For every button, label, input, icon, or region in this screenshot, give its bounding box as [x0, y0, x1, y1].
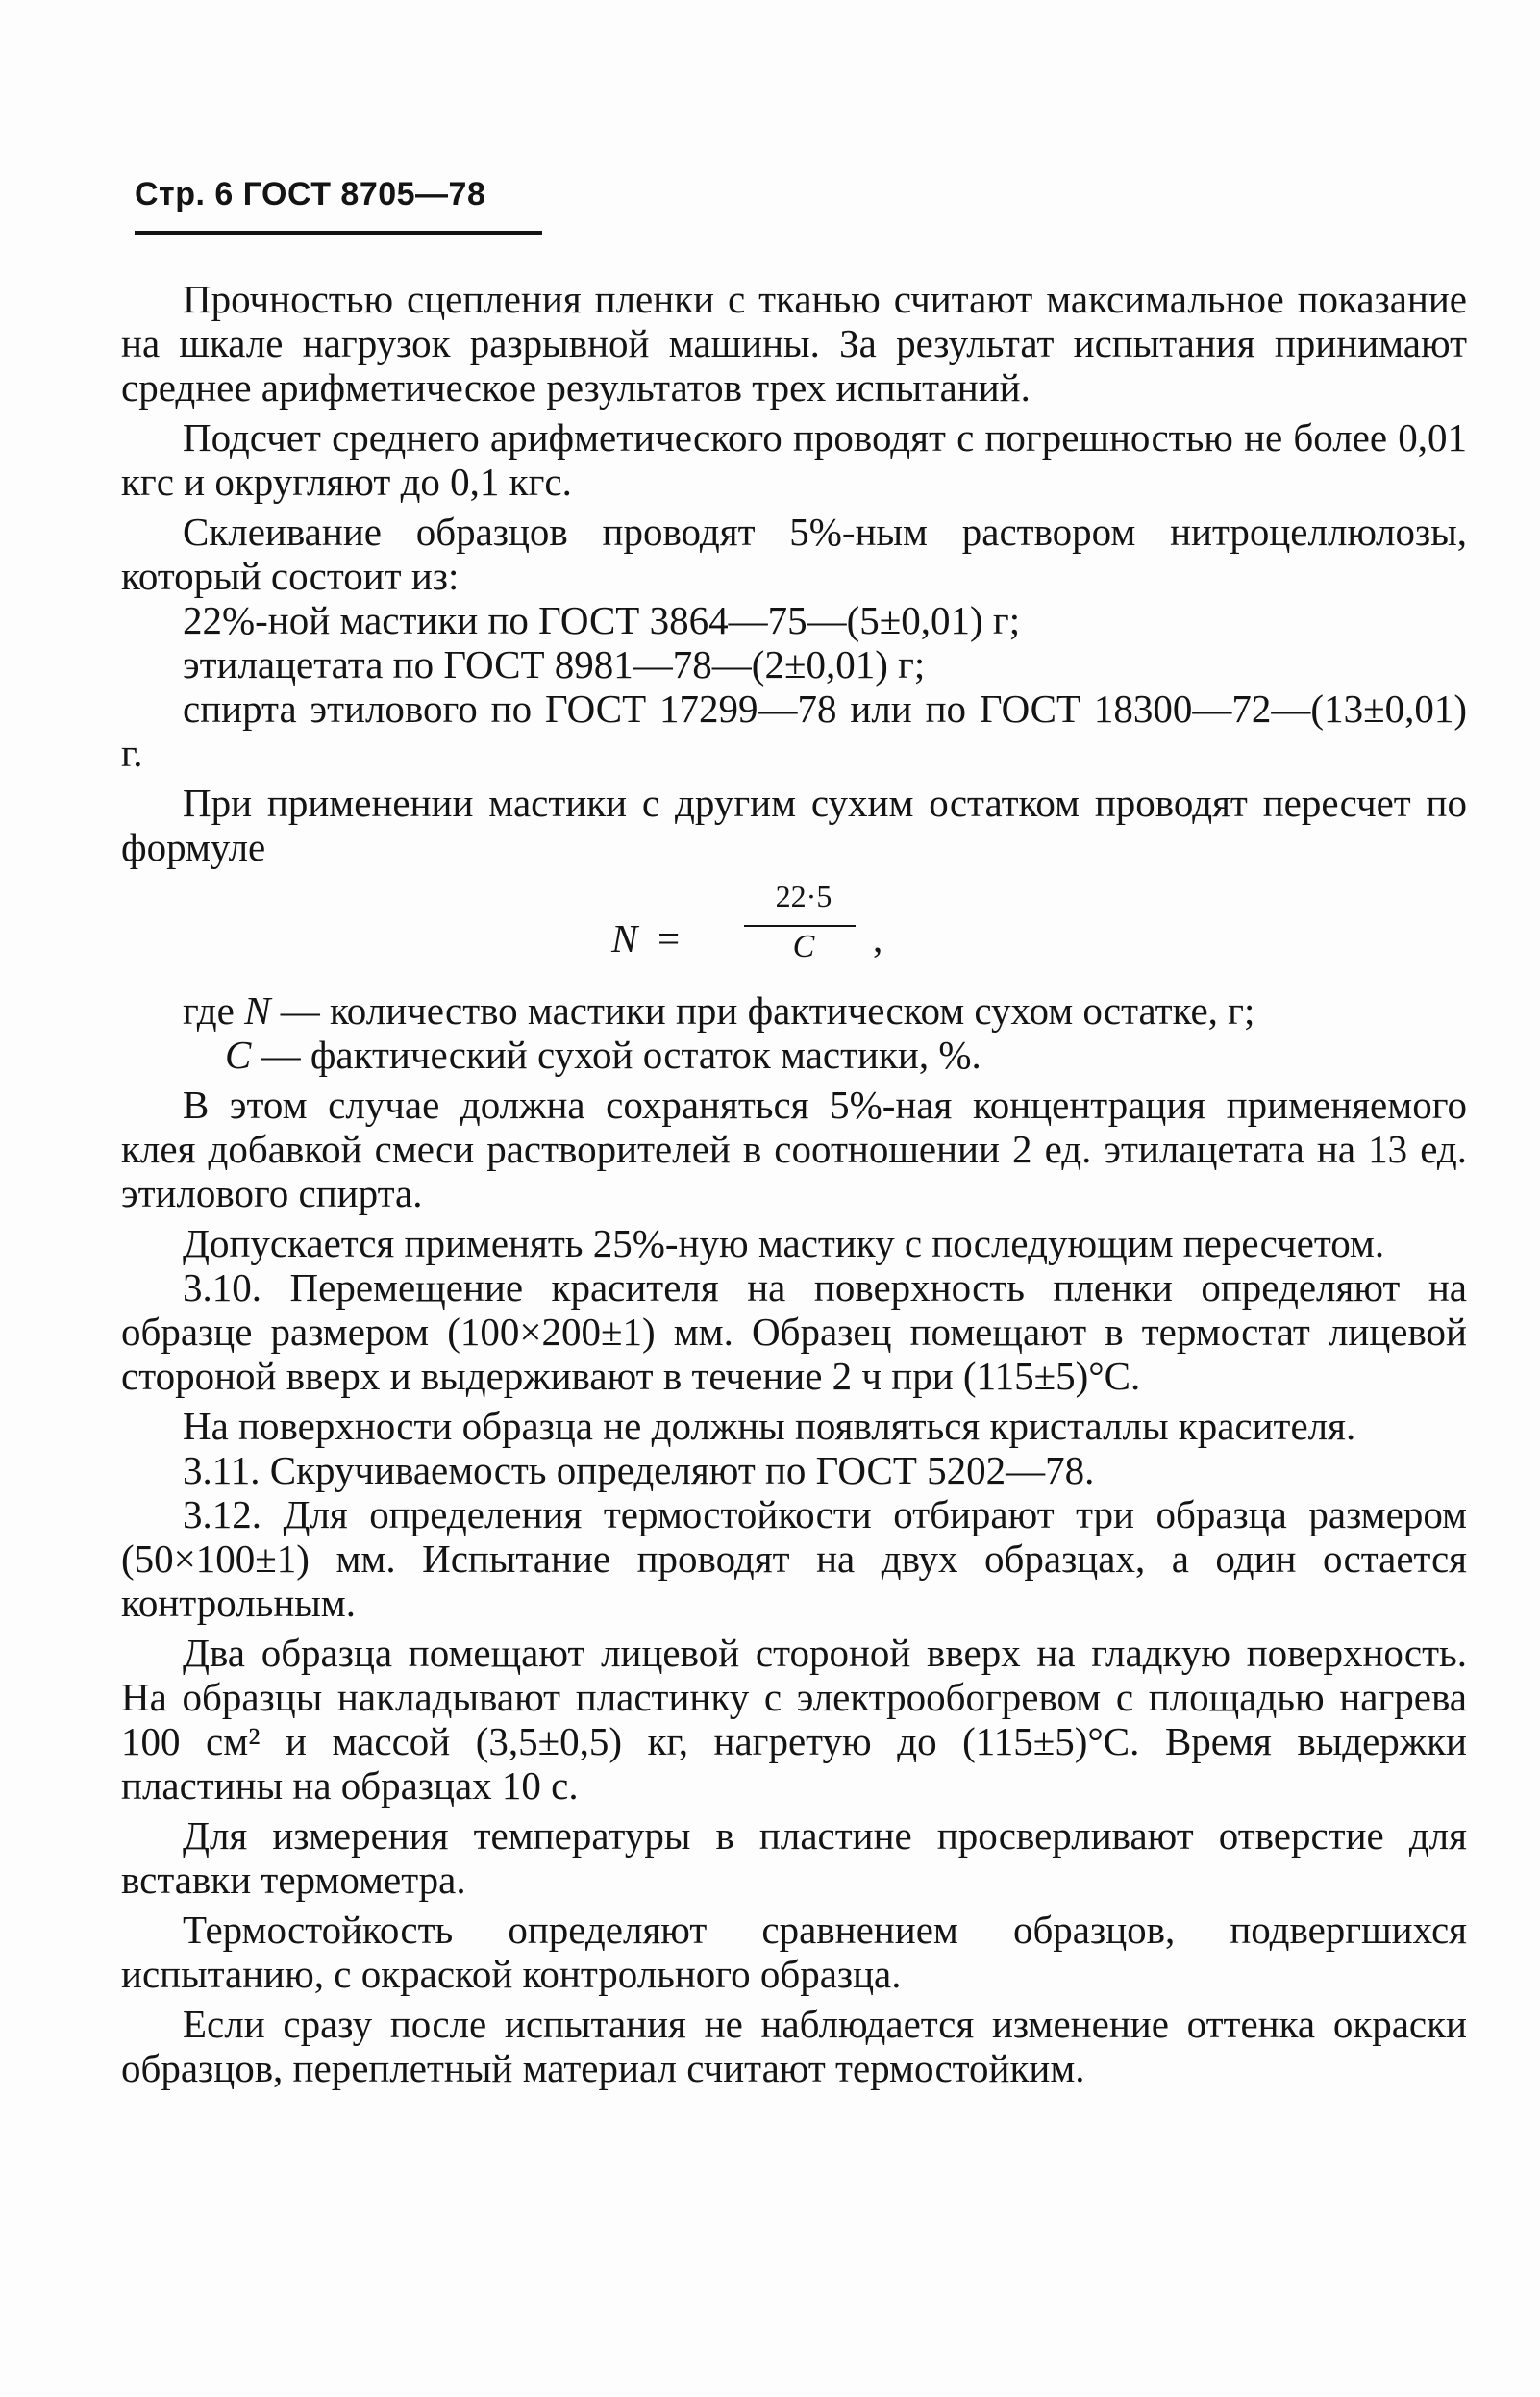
- formula-comma: ,: [873, 916, 883, 961]
- def-var-c: C: [225, 1033, 252, 1077]
- paragraph: 3.11. Скручиваемость определяют по ГОСТ 5202—78.: [183, 1448, 1095, 1492]
- paragraph: 3.12. Для определения термостойкости отбирают три образца размером (50×100±1) мм. Испытание проводят на двух образцах, а один остается контрольным.: [121, 1492, 1467, 1625]
- paragraph: Два образца помещают лицевой стороной вверх на гладкую поверхность. На образцы накладывают пластинку с электрообогревом с площадью нагрева 100 см² и массой (3,5±0,5) кг, нагретую до (115±5)°С. Время выдержки пластины на образцах 10 с.: [121, 1631, 1467, 1808]
- paragraph: Допускается применять 25%-ную мастику с последующим пересчетом.: [183, 1221, 1385, 1265]
- paragraph: Термостойкость определяют сравнением образцов, подвергшихся испытанию, с окраской контрольного образца.: [121, 1908, 1467, 1996]
- list-item: 22%-ной мастики по ГОСТ 3864—75—(5±0,01) г;: [183, 598, 1021, 642]
- def-text-n: — количество мастики при фактическом сухом остатке, г;: [280, 988, 1255, 1033]
- header-rule: [135, 231, 542, 235]
- paragraph: Прочностью сцепления пленки с тканью считают максимальное показание на шкале нагрузок разрывной машины. За результат испытания принимают среднее арифметическое результатов трех испытаний.: [121, 277, 1467, 410]
- list-item: спирта этилового по ГОСТ 17299—78 или по ГОСТ 18300—72—(13±0,01) г.: [121, 687, 1467, 775]
- document-body: [121, 277, 1467, 2090]
- paragraph: Если сразу после испытания не наблюдается изменение оттенка окраски образцов, переплетный материал считают термостойким.: [121, 2002, 1467, 2090]
- list-item: этилацетата по ГОСТ 8981—78—(2±0,01) г;: [183, 642, 926, 687]
- def-text-c: — фактический сухой остаток мастики, %.: [261, 1033, 981, 1077]
- paragraph: На поверхности образца не должны появляться кристаллы красителя.: [183, 1404, 1356, 1448]
- paragraph: 3.10. Перемещение красителя на поверхность пленки определяют на образце размером (100×200±1) мм. Образец помещают в термостат лицевой стороной вверх и выдерживают в течение 2 ч при (115±5)°С.: [121, 1265, 1467, 1398]
- formula-lhs: N: [611, 916, 638, 961]
- paragraph: Для измерения температуры в пластине просверливают отверстие для вставки термометра.: [121, 1813, 1467, 1902]
- definition-n: [121, 988, 1467, 1033]
- formula-equals: =: [658, 916, 681, 961]
- paragraph: В этом случае должна сохраняться 5%-ная концентрация применяемого клея добавкой смеси растворителей в соотношении 2 ед. этилацетата на 13 ед. этилового спирта.: [121, 1083, 1467, 1215]
- definition-c: [121, 1033, 1467, 1077]
- def-var-n: N: [244, 988, 271, 1033]
- formula: [121, 877, 1467, 983]
- fraction-bar: [744, 925, 856, 927]
- def-prefix: где: [183, 988, 235, 1033]
- paragraph: При применении мастики с другим сухим остатком проводят пересчет по формуле: [121, 781, 1467, 869]
- formula-numerator: 22·5: [775, 879, 832, 913]
- paragraph: Склеивание образцов проводят 5%-ным раствором нитроцеллюлозы, который состоит из:: [121, 510, 1467, 598]
- paragraph: Подсчет среднего арифметического проводят с погрешностью не более 0,01 кгс и округляют до 0,1 кгс.: [121, 415, 1467, 504]
- page-header: Стр. 6 ГОСТ 8705—78: [135, 176, 486, 212]
- formula-denominator: C: [792, 929, 815, 964]
